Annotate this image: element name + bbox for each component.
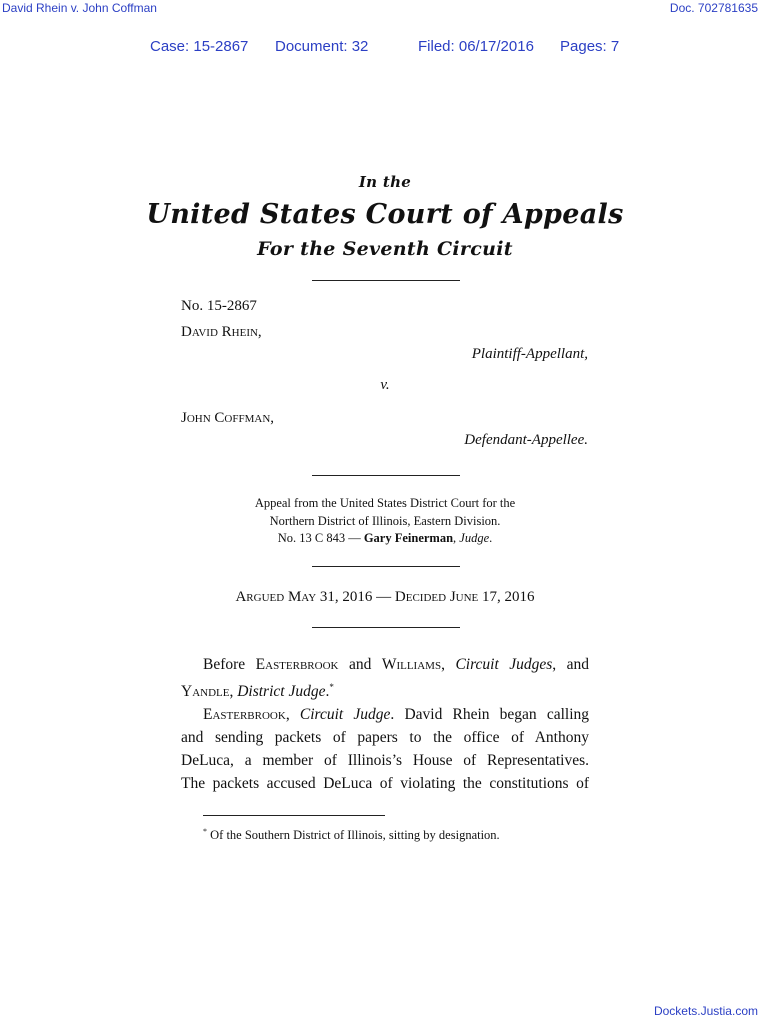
page-count: Pages: 7	[560, 38, 620, 55]
panel-judge-1: Easterbrook	[255, 656, 339, 673]
district-judge-name: Gary Feinerman	[363, 531, 454, 545]
court-in-the: In the	[358, 173, 412, 191]
footnote-text: Of the Southern District of Illinois, sitting by designation.	[210, 828, 500, 843]
case-title-link[interactable]: David Rhein v. John Coffman	[2, 1, 157, 15]
versus: v.	[380, 377, 390, 393]
district-judge-title: Judge	[459, 531, 490, 545]
divider-rule	[312, 566, 460, 567]
appeal-line-3: No. 13 C 843 — Gary Feinerman, Judge.	[277, 531, 493, 545]
justia-link[interactable]: Dockets.Justia.com	[653, 1004, 758, 1018]
opinion-author-title: Circuit Judge	[299, 706, 391, 723]
case-no: No. 15-2867	[181, 298, 257, 314]
panel-judge-3: Yandle	[181, 683, 230, 701]
divider-rule	[312, 280, 460, 281]
doc-number-link[interactable]: Doc. 702781635	[669, 1, 758, 15]
appeal-line-2: Northern District of Illinois, Eastern Division.	[269, 514, 501, 528]
defendant-name: John Coffman,	[181, 410, 275, 426]
argued-decided-dates: Argued May 31, 2016 — Decided June 17, 2016	[235, 589, 535, 605]
footnote-marker: *	[329, 682, 334, 692]
footnote: * Of the Southern District of Illinois, sitting by designation.	[203, 827, 500, 843]
divider-rule	[312, 475, 460, 476]
document-number: Document: 32	[275, 38, 369, 55]
panel-judge-2: Williams	[381, 656, 442, 673]
circuit-name: For the Seventh Circuit	[257, 238, 513, 260]
plaintiff-name: David Rhein,	[181, 324, 262, 340]
case-number: Case: 15-2867	[150, 38, 249, 55]
defendant-role: Defendant-Appellee.	[464, 432, 588, 448]
divider-rule	[312, 627, 460, 628]
plaintiff-role: Plaintiff-Appellant,	[471, 346, 588, 362]
opinion-author: Easterbrook	[203, 706, 286, 723]
appeal-docket: No. 13 C 843 —	[277, 531, 361, 545]
opinion-paragraph: Easterbrook, Circuit Judge. David Rhein began calling and sending packets of papers to the office of Anthony DeLuca, a member of Illinois’s House of Representatives. The packets accused DeLuca of violating the constitutions of	[181, 706, 590, 792]
footnote-rule	[203, 815, 385, 816]
panel-paragraph: Before Easterbrook and Williams, Circuit Judges, and Yandle, District Judge.*	[181, 656, 590, 701]
appeal-line-1: Appeal from the United States District Court for the	[254, 496, 516, 510]
court-name: United States Court of Appeals	[146, 199, 624, 230]
filed-date: Filed: 06/17/2016	[418, 38, 534, 55]
